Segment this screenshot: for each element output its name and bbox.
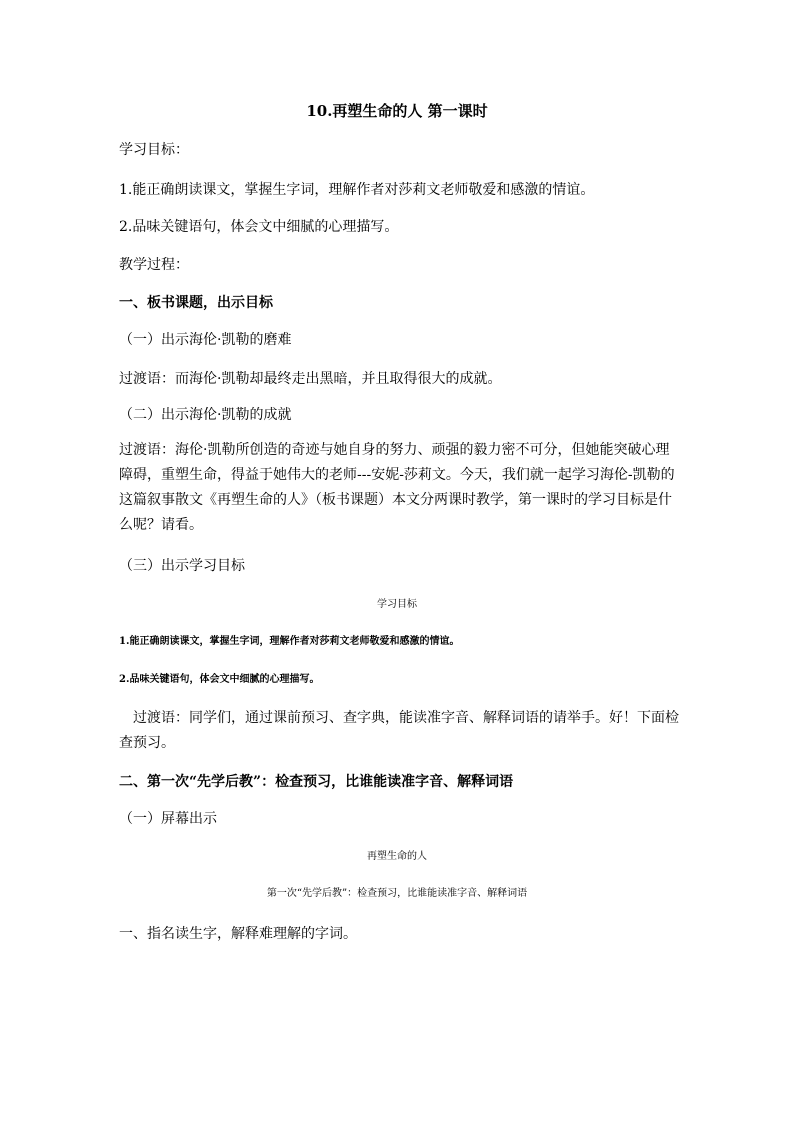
subheading-2-1: （一）屏幕出示 xyxy=(119,811,217,827)
goal-item-2: 2.品味关键语句，体会文中细腻的心理描写。 xyxy=(119,219,399,235)
subheading-1-1: （一）出示海伦·凯勒的磨难 xyxy=(119,332,292,348)
document-title: 10.再塑生命的人 第一课时 xyxy=(306,102,488,120)
slide-1-item-1: 1.能正确朗读课文，掌握生字词，理解作者对莎莉文老师敬爱和感激的情谊。 xyxy=(119,636,460,647)
slide-2-subtitle: 第一次“先学后教”：检查预习，比谁能读准字音、解释词语 xyxy=(266,888,528,899)
section-heading-2: 二、第一次“先学后教”：检查预习，比谁能读准字音、解释词语 xyxy=(119,774,514,790)
transition-paragraph-1: 过渡语：而海伦·凯勒却最终走出黑暗，并且取得很大的成就。 xyxy=(119,371,502,387)
goal-item-1: 1.能正确朗读课文，掌握生字词，理解作者对莎莉文老师敬爱和感激的情谊。 xyxy=(119,182,595,198)
step-item-1: 一、指名读生字，解释难理解的字词。 xyxy=(119,926,357,942)
section-heading-1: 一、板书课题，出示目标 xyxy=(119,295,273,311)
slide-1-title: 学习目标 xyxy=(377,599,417,610)
goals-heading: 学习目标： xyxy=(119,142,189,158)
subheading-1-3: （三）出示学习目标 xyxy=(119,558,245,574)
transition-paragraph-2: 过渡语：海伦·凯勒所创造的奇迹与她自身的努力、顽强的毅力密不可分，但她能突破心理障碍，重塑生命，得益于她伟大的老师---安妮-莎莉文。今天，我们就一起学习海伦-凯勒的这篇叙事散文《再塑生命的人》（板书课题）本文分两课时教学，第一课时的学习目标是什么呢？请看。 xyxy=(119,442,675,533)
process-heading: 教学过程： xyxy=(119,257,189,273)
transition-paragraph-3: 过渡语：同学们，通过课前预习、查字典，能读准字音、解释词语的请举手。好！下面检查预习。 xyxy=(119,710,679,751)
subheading-1-2: （二）出示海伦·凯勒的成就 xyxy=(119,407,292,423)
slide-2-title: 再塑生命的人 xyxy=(367,851,427,862)
slide-1-item-2: 2.品味关键语句，体会文中细腻的心理描写。 xyxy=(119,674,320,685)
